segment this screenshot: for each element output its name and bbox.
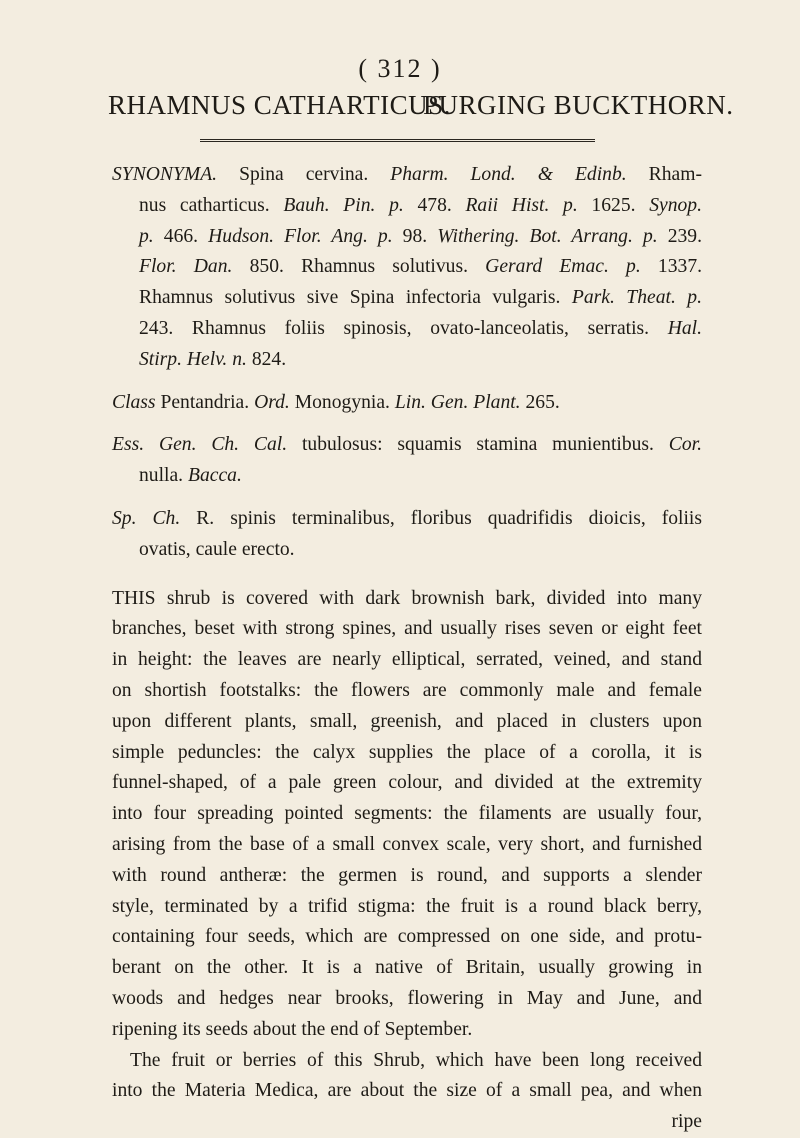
text-line — [112, 430, 702, 461]
text-line: in height: the leaves are nearly elliptical, serrated, veined, and stand — [112, 649, 702, 671]
essential-character-paragraph — [112, 430, 702, 492]
text-line: berant on the other. It is a native of Britain, usually growing in — [112, 957, 702, 979]
roman-run: Monogynia. — [289, 391, 395, 413]
italic-run: Flor. Dan. — [139, 256, 233, 278]
catchword: ripe — [671, 1111, 702, 1133]
text-line: into the Materia Medica, are about the size of a small pea, and when — [112, 1080, 702, 1102]
italic-run: SYNONYMA. — [112, 164, 218, 185]
text-line: ripening its seeds about the end of September. — [112, 1018, 473, 1040]
text-line: into four spreading pointed segments: the filaments are usually four, — [112, 803, 702, 825]
text-line — [112, 314, 702, 345]
roman-run: 1337. — [640, 256, 703, 278]
roman-run: nulla. — [139, 465, 188, 487]
text-line: funnel-shaped, of a pale green colour, and divided at the extremity — [112, 772, 702, 794]
text-line — [112, 504, 702, 535]
italic-run: Hal. — [667, 317, 702, 339]
text-line — [112, 283, 702, 314]
roman-run: 466. — [153, 225, 209, 247]
italic-run: p. — [139, 225, 154, 247]
roman-run: 239. — [657, 225, 703, 247]
class-paragraph — [112, 388, 702, 419]
italic-run: Gerard Emac. p. — [485, 256, 641, 278]
italic-run: Ess. Gen. Ch. Cal. — [112, 434, 288, 456]
roman-run: Spina cervina. — [217, 164, 391, 185]
roman-run: 243. Rhamnus foliis spinosis, ovato-lanceolatis, serratis. — [139, 317, 668, 339]
text-line: arising from the base of a small convex scale, very short, and furnished — [112, 833, 702, 855]
roman-run: Rham- — [626, 164, 702, 185]
italic-run: Class — [112, 391, 156, 413]
english-title: PURGING BUCKTHORN. — [423, 90, 734, 120]
italic-run: Park. Theat. p. — [571, 287, 702, 309]
specific-character-paragraph — [112, 504, 702, 566]
header-rule — [200, 139, 595, 142]
text-line: with round antheræ: the germen is round, and supports a slender — [112, 864, 702, 886]
text-line: on shortish footstalks: the flowers are commonly male and female — [112, 679, 702, 701]
page-number: ( 312 ) — [358, 54, 442, 83]
italic-run: Hudson. Flor. Ang. p. — [208, 225, 393, 247]
text-line: The fruit or berries of this Shrub, which have been long received — [130, 1049, 702, 1071]
latin-title: RHAMNUS CATHARTICUS. — [108, 90, 451, 120]
italic-run: Cor. — [668, 434, 702, 456]
roman-run: R. spinis terminalibus, floribus quadrifidis dioicis, foliis — [180, 507, 702, 529]
roman-run: 265. — [520, 391, 560, 413]
italic-run: Withering. Bot. Arrang. p. — [437, 225, 658, 247]
text-line: upon different plants, small, greenish, and placed in clusters upon — [112, 710, 702, 732]
roman-run: Pentandria. — [155, 391, 255, 413]
roman-run: 824. — [246, 348, 287, 370]
text-line — [112, 222, 702, 253]
description-paragraph — [112, 584, 702, 1046]
text-line — [112, 252, 702, 283]
italic-run: Bacca. — [187, 465, 242, 487]
text-line: style, terminated by a trifid stigma: the fruit is a round black berry, — [112, 895, 702, 917]
fruit-paragraph — [112, 1046, 702, 1108]
roman-run: nus catharticus. — [139, 194, 284, 216]
italic-run: Ord. — [254, 391, 290, 413]
roman-run: ovatis, caule erecto. — [139, 538, 295, 560]
text-line: containing four seeds, which are compressed on one side, and protu- — [112, 926, 702, 948]
italic-run: Stirp. Helv. n. — [139, 348, 247, 370]
roman-run: tubulosus: squamis stamina munientibus. — [287, 434, 669, 456]
text-line — [112, 388, 702, 419]
body-text — [112, 160, 702, 1138]
roman-run: Rhamnus solutivus sive Spina infectoria vulgaris. — [139, 287, 572, 309]
italic-run: Sp. Ch. — [112, 507, 181, 529]
text-line: simple peduncles: the calyx supplies the place of a corolla, it is — [112, 741, 702, 763]
roman-run: 98. — [392, 225, 438, 247]
text-line — [112, 461, 702, 492]
text-line — [112, 345, 702, 376]
roman-run: 1625. — [577, 194, 650, 216]
italic-run: Bauh. Pin. p. — [283, 194, 404, 216]
text-line — [112, 160, 702, 191]
text-line: branches, beset with strong spines, and usually rises seven or eight feet — [112, 618, 702, 640]
text-line — [112, 535, 702, 566]
text-line: woods and hedges near brooks, flowering in May and June, and — [112, 987, 702, 1009]
text-line — [112, 191, 702, 222]
roman-run: 478. — [403, 194, 466, 216]
text-line: THIS shrub is covered with dark brownish bark, divided into many — [112, 587, 702, 609]
italic-run: Lin. Gen. Plant. — [394, 391, 521, 413]
italic-run: Pharm. Lond. & Edinb. — [390, 164, 627, 185]
italic-run: Raii Hist. p. — [465, 194, 578, 216]
roman-run: 850. Rhamnus solutivus. — [232, 256, 486, 278]
italic-run: Synop. — [649, 194, 703, 216]
synonyma-paragraph — [112, 160, 702, 376]
